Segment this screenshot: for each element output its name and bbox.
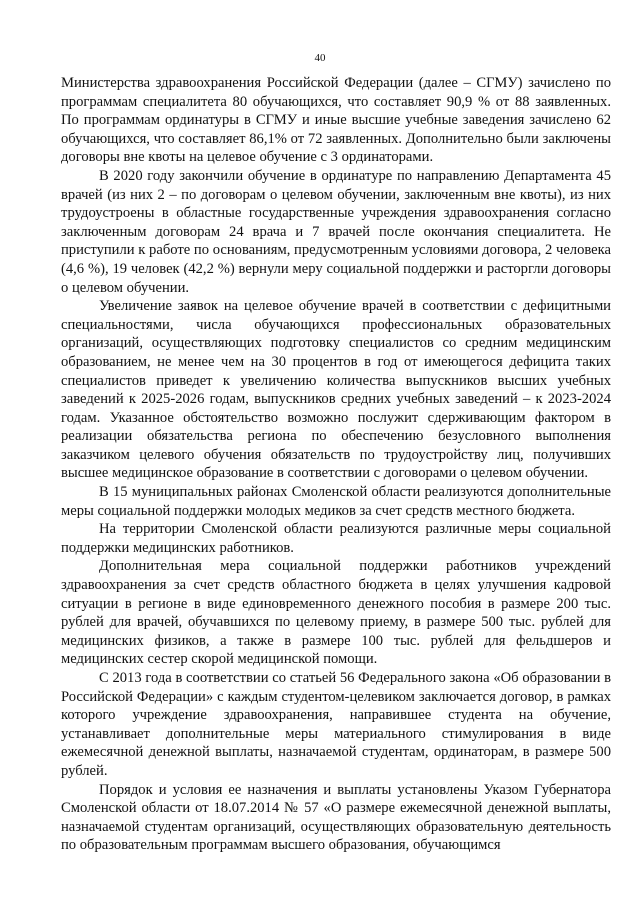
paragraph-6: Дополнительная мера социальной поддержки работников учреждений здравоохранения за счет средств областного бюджета в целях улучшения кадровой ситуации в регионе в виде единовременного денежного пособия в размере 200 тыс. рублей для врачей, обучавшихся по целевому приему, в размере 500 тыс. рублей для медицинских физиков, а также в размере 100 тыс. рублей для фельдшеров и медицинских сестер скорой медицинской помощи. (61, 558, 611, 668)
paragraph-8: Порядок и условия ее назначения и выплаты установлены Указом Губернатора Смоленской области от 18.07.2014 № 57 «О размере ежемесячной денежной выплаты, назначаемой студентам организаций, осуществляющих образовательную деятельность по образовательным программам высшего образования, обучающимся (61, 781, 611, 854)
paragraph-5: На территории Смоленской области реализуются различные меры социальной поддержки медицинских работников. (61, 521, 611, 556)
paragraph-3: Увеличение заявок на целевое обучение врачей в соответствии с дефицитными специальностями, числа обучающихся профессиональных образовательных организаций, осуществляющих подготовку специалистов со средним медицинским образованием, не менее чем на 30 процентов в год от имеющегося дефицита таких специалистов приведет к увеличению количества выпускников высших учебных заведений к 2025-2026 годам, выпускников средних учебных заведений – к 2023-2024 годам. Указанное обстоятельство возможно послужит сдерживающим фактором в реализации обязательства региона по обеспечению безусловного выполнения заказчиком целевого обучения обязательств по трудоустройству лиц, получивших высшее медицинское образование в соответствии с договорами о целевом обучении. (61, 298, 611, 482)
paragraph-4: В 15 муниципальных районах Смоленской области реализуются дополнительные меры социальной поддержки молодых медиков за счет средств местного бюджета. (61, 484, 611, 519)
paragraph-2: В 2020 году закончили обучение в ординатуре по направлению Департамента 45 врачей (из них 2 – по договорам о целевом обучении, заключенным вне квоты), из них трудоустроены в областные государственные учреждения здравоохранения согласно заключенным договорам 24 врача и 7 врачей после окончания специалитета. Не приступили к работе по основаниям, предусмотренным условиями договора, 2 человека (4,6 %), 19 человек (42,2 %) вернули меру социальной поддержки и расторгли договоры о целевом обучении. (61, 167, 611, 296)
page-number: 40 (314, 52, 326, 64)
document-body (61, 74, 611, 855)
paragraph-7: С 2013 года в соответствии со статьей 56 Федерального закона «Об образовании в Российской Федерации» с каждым студентом-целевиком заключается договор, в рамках которого учреждение здравоохранения, направившее студента на обучение, устанавливает дополнительные меры материального стимулирования в виде ежемесячной денежной выплаты, назначаемой студентам, ординаторам, в размере 500 рублей. (61, 670, 611, 779)
paragraph-1: Министерства здравоохранения Российской Федерации (далее – СГМУ) зачислено по программам специалитета 80 обучающихся, что составляет 90,9 % от 88 заявленных. По программам ординатуры в СГМУ и иные высшие учебные заведения зачислено 62 обучающихся, что составляет 86,1% от 72 заявленных. Дополнительно были заключены договоры вне квоты на целевое обучение с 3 ординаторами. (61, 75, 611, 166)
